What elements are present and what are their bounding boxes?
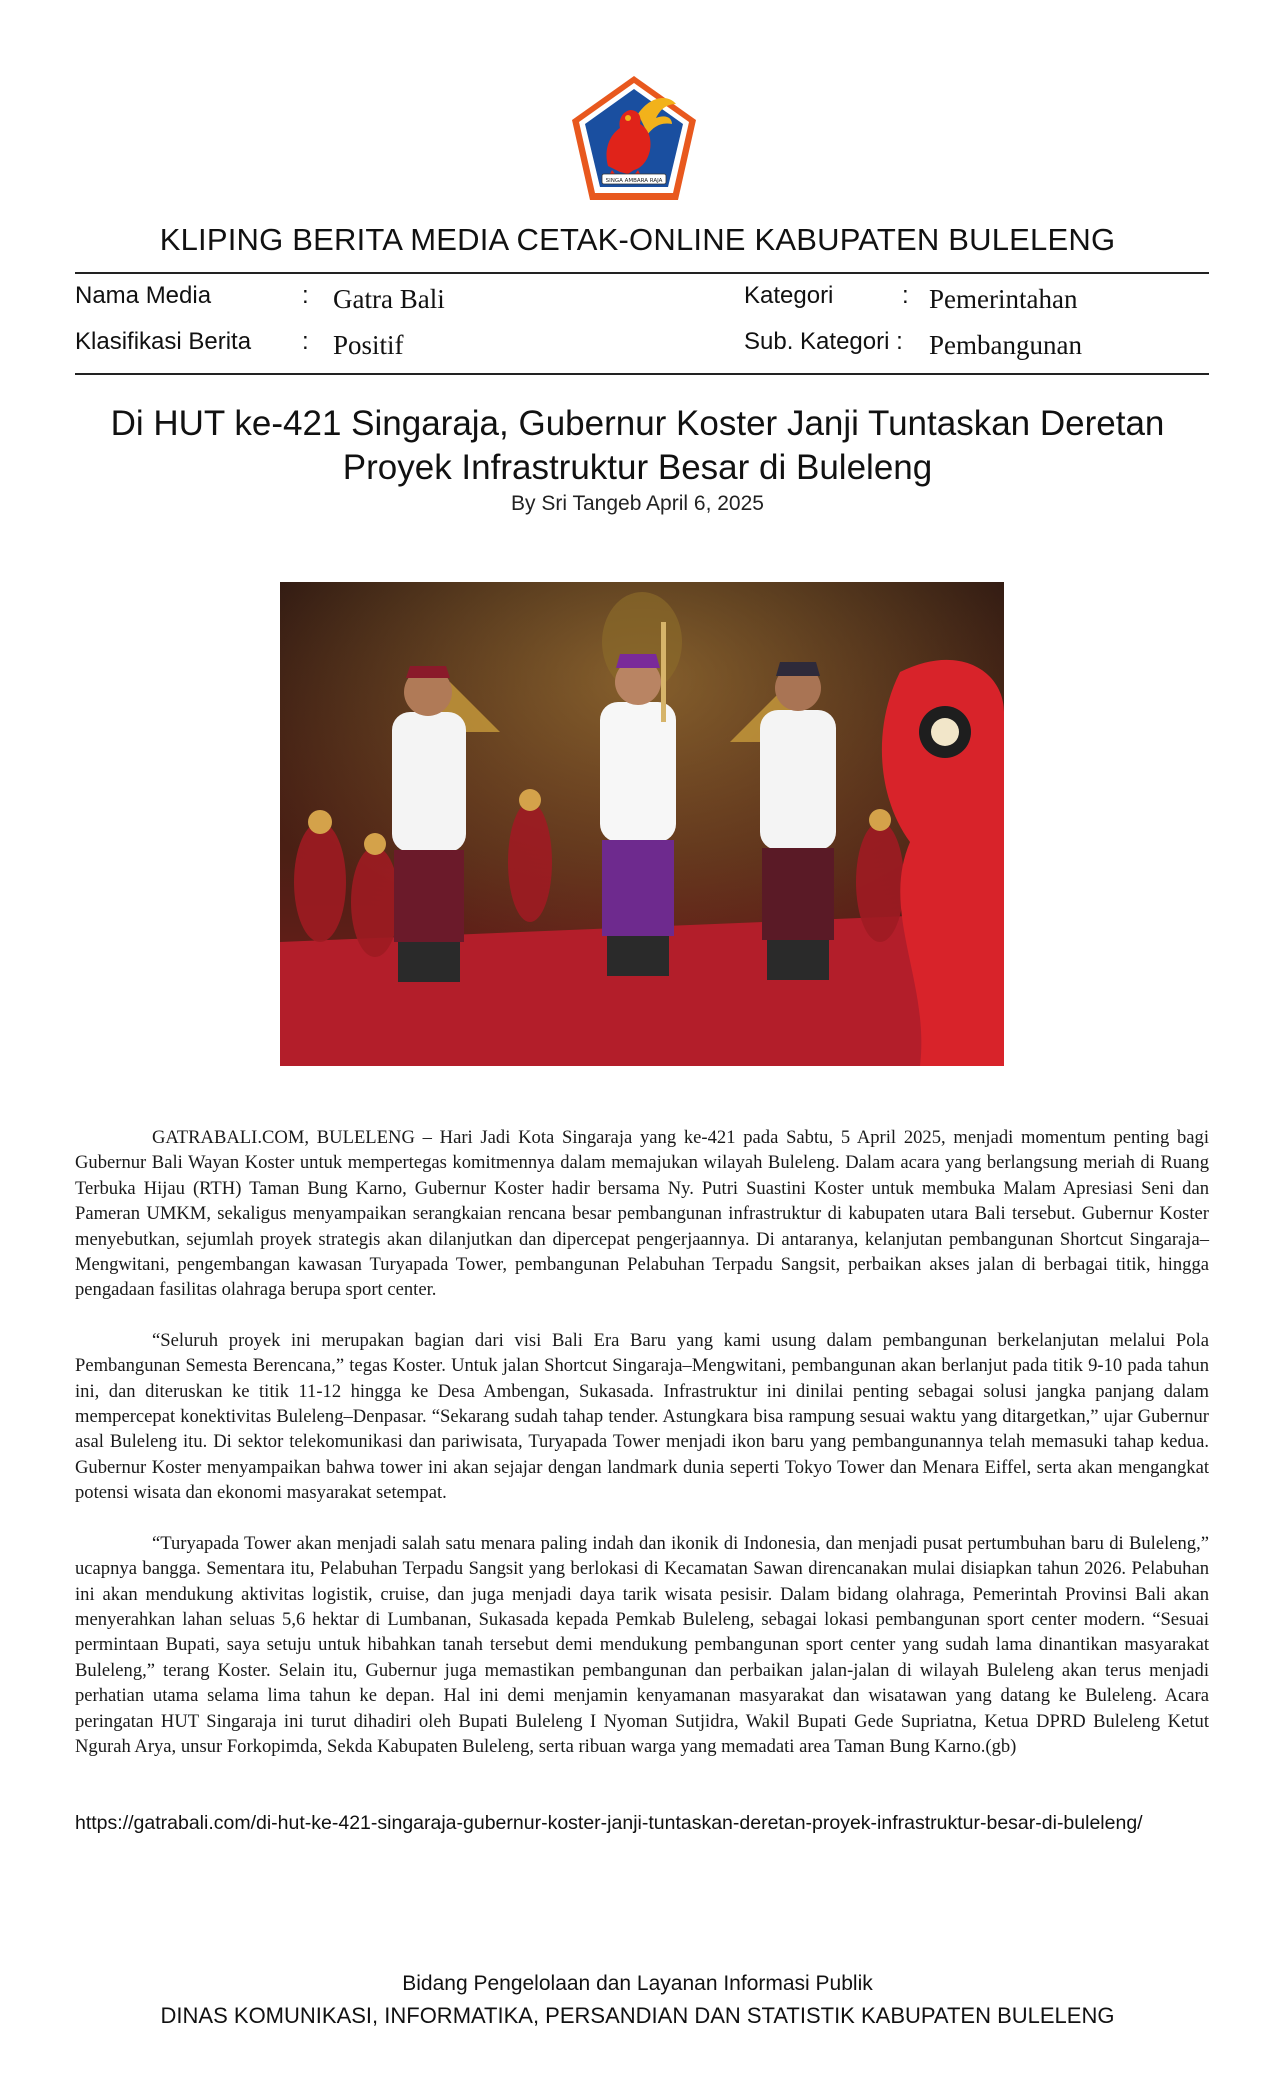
kategori-colon: : [902,282,909,309]
media-value: Gatra Bali [333,284,445,314]
header-top-rule [75,272,1209,274]
media-colon: : [302,282,309,309]
article-body [75,1125,1209,1784]
source-url-link[interactable]: https://gatrabali.com/di-hut-ke-421-singaraja-gubernur-koster-janji-tuntaskan-deretan-proyek-infrastruktur-besar-di-buleleng/ [75,1812,1143,1834]
document-header-title: KLIPING BERITA MEDIA CETAK-ONLINE KABUPATEN BULELENG [159,222,1116,257]
klasifikasi-value: Positif [333,330,404,360]
header-bottom-rule [75,373,1209,375]
article-paragraph-2: “Seluruh proyek ini merupakan bagian dari visi Bali Era Baru yang kami usung dalam pembangunan berkelanjutan melalui Pola Pembangunan Semesta Berencana,” tegas Koster. Untuk jalan Shortcut Singaraja–Mengwitani, pembangunan akan berlanjut pada titik 9-10 pada tahun ini, dan diteruskan ke titik 11-12 hingga ke Desa Ambengan, Sukasada. Infrastruktur ini dinilai penting sebagai solusi jangka panjang dalam mempercepat konektivitas Buleleng–Denpasar. “Sekarang sudah tahap tender. Astungkara bisa rampung sesuai waktu yang ditargetkan,” ujar Gubernur asal Buleleng itu. Di sektor telekomunikasi dan pariwisata, Turyapada Tower menjadi ikon baru yang pembangunannya telah memasuki tahap kedua. Gubernur Koster menyampaikan bahwa tower ini akan sejajar dengan landmark dunia seperti Tokyo Tower dan Menara Eiffel, serta akan mengangkat potensi wisata dan ekonomi masyarakat setempat. [75,1329,1209,1504]
kategori-label: Kategori [744,282,834,309]
article-photo [280,582,1004,1066]
article-paragraph-3: “Turyapada Tower akan menjadi salah satu menara paling indah dan ikonik di Indonesia, dan menjadi pusat pertumbuhan baru di Buleleng,” ucapnya bangga. Sementara itu, Pelabuhan Terpadu Sangsit yang berlokasi di Kecamatan Sawan direncanakan mulai disiapkan tahun 2026. Pelabuhan ini akan mendukung aktivitas logistik, cruise, dan juga menjadi daya tarik wisata pesisir. Dalam bidang olahraga, Pemerintah Provinsi Bali akan menyerahkan lahan seluas 5,6 hektar di Lumbanan, Sukasada kepada Pemkab Buleleng, sebagai lokasi pembangunan sport center modern. “Sesuai permintaan Bupati, saya setuju untuk hibahkan tanah tersebut demi mendukung pembangunan sport center yang sudah lama dinantikan masyarakat Buleleng,” terang Koster. Selain itu, Gubernur juga memastikan pembangunan dan perbaikan jalan-jalan di wilayah Buleleng akan terus menjadi perhatian utama selama lima tahun ke depan. Hal ini demi menjamin kenyamanan masyarakat dan wisatawan yang datang ke Buleleng. Acara peringatan HUT Singaraja ini turut dihadiri oleh Bupati Buleleng I Nyoman Sutjidra, Wakil Bupati Gede Supriatna, Ketua DPRD Buleleng Ketut Ngurah Arya, unsur Forkopimda, Sekda Kabupaten Buleleng, serta ribuan warga yang memadati area Taman Bung Karno.(gb) [75,1532,1209,1757]
article-byline: By Sri Tangeb April 6, 2025 [511,492,764,515]
sub-kategori-label: Sub. Kategori : [744,328,903,355]
footer-agency: DINAS KOMUNIKASI, INFORMATIKA, PERSANDIAN DAN STATISTIK KABUPATEN BULELENG [160,2003,1115,2028]
kategori-value: Pemerintahan [929,284,1078,314]
article-paragraph-1: GATRABALI.COM, BULELENG – Hari Jadi Kota Singaraja yang ke-421 pada Sabtu, 5 April 2025, menjadi momentum penting bagi Gubernur Bali Wayan Koster untuk mempertegas komitmennya dalam memajukan wilayah Buleleng. Dalam acara yang berlangsung meriah di Ruang Terbuka Hijau (RTH) Taman Bung Karno, Gubernur Koster hadir bersama Ny. Putri Suastini Koster untuk membuka Malam Apresiasi Seni dan Pameran UMKM, sekaligus menyampaikan serangkaian rencana besar pembangunan infrastruktur di kabupaten utara Bali tersebut. Gubernur Koster menyebutkan, sejumlah proyek strategis akan dilanjutkan dan dipercepat pengerjaannya. Di antaranya, kelanjutan pembangunan Shortcut Singaraja–Mengwitani, pengembangan kawasan Turyapada Tower, pembangunan Pelabuhan Terpadu Sangsit, perbaikan akses jalan di berbagai titik, hingga pengadaan fasilitas olahraga berupa sport center. [75,1127,1209,1301]
article-title-line-1: Di HUT ke-421 Singaraja, Gubernur Koster Janji Tuntaskan Deretan [110,404,1165,443]
sub-kategori-value: Pembangunan [929,330,1082,360]
media-label: Nama Media [75,282,212,309]
article-photo-svg [280,582,1004,1066]
buleleng-emblem-logo [568,74,700,202]
emblem-svg [568,74,700,202]
article-title [60,402,1215,490]
klasifikasi-colon: : [302,328,309,355]
klasifikasi-label: Klasifikasi Berita [75,328,252,355]
footer-division: Bidang Pengelolaan dan Layanan Informasi Publik [402,1972,873,1995]
article-title-line-2: Proyek Infrastruktur Besar di Buleleng [342,448,933,487]
emblem-motto: SINGA AMBARA RAJA [605,178,663,184]
